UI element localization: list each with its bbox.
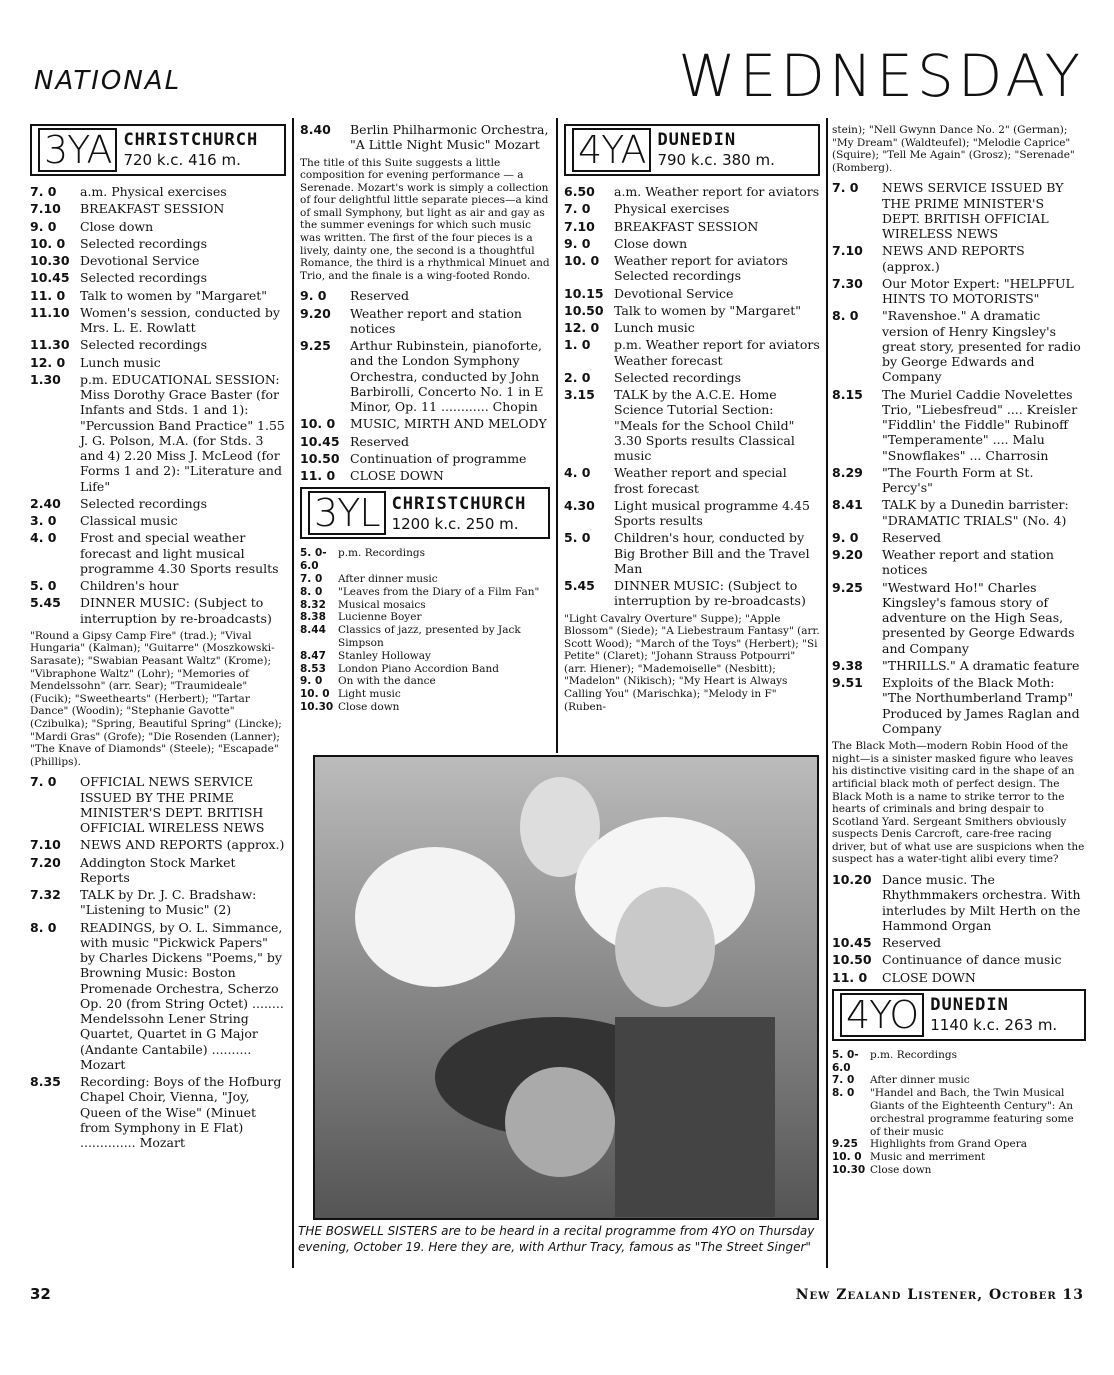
schedule-text: Light music bbox=[338, 688, 401, 701]
schedule-text: Stanley Holloway bbox=[338, 649, 431, 662]
schedule-item bbox=[300, 573, 550, 586]
schedule-text: NEWS AND REPORTS (approx.) bbox=[80, 837, 285, 853]
schedule-text: TALK by the A.C.E. Home Science Tutorial Section: "Meals for the School Child" 3.30 Sports results Classical music bbox=[614, 387, 795, 463]
schedule-text: Music and merriment bbox=[870, 1151, 986, 1164]
schedule-item bbox=[300, 122, 550, 153]
schedule-time: 9.25 bbox=[832, 1138, 858, 1151]
schedule-item bbox=[564, 337, 820, 368]
schedule-item bbox=[832, 387, 1086, 463]
schedule-item bbox=[30, 920, 286, 1073]
schedule-time: 4. 0 bbox=[564, 465, 591, 481]
publication-line: New Zealand Listener, October 13 bbox=[795, 1287, 1084, 1303]
schedule-time: 5. 0-6.0 bbox=[300, 547, 327, 573]
schedule-time: 7.10 bbox=[832, 243, 863, 259]
schedule-text: Reserved bbox=[350, 433, 410, 449]
schedule-time: 8.29 bbox=[832, 464, 863, 480]
schedule-time: 4. 0 bbox=[30, 530, 57, 546]
schedule-time: 7.32 bbox=[30, 887, 61, 903]
schedule-item bbox=[832, 1087, 1086, 1138]
schedule-time: 5. 0 bbox=[564, 530, 591, 546]
schedule-time: 9. 0 bbox=[300, 288, 327, 304]
schedule-time: 10. 0 bbox=[300, 688, 330, 701]
schedule-time: 7. 0 bbox=[832, 1074, 855, 1087]
schedule-text: Musical mosaics bbox=[338, 598, 426, 611]
schedule-text: "THRILLS." A dramatic feature bbox=[882, 657, 1080, 673]
schedule-item bbox=[832, 1151, 1086, 1164]
station-city: DUNEDIN bbox=[930, 995, 1009, 1016]
schedule-item bbox=[30, 288, 286, 303]
schedule-text: Weather report and special frost forecast bbox=[614, 465, 787, 496]
schedule-text: DINNER MUSIC: (Subject to interruption by re-broadcasts) bbox=[80, 595, 272, 626]
schedule-item bbox=[832, 952, 1086, 967]
schedule-text: Physical exercises bbox=[614, 201, 730, 217]
schedule-time: 10.45 bbox=[300, 433, 340, 449]
schedule-text: Lucienne Boyer bbox=[338, 611, 422, 624]
schedule-item bbox=[30, 236, 286, 251]
page-number: 32 bbox=[30, 1285, 51, 1303]
schedule-list bbox=[30, 184, 286, 626]
schedule-time: 7. 0 bbox=[300, 573, 323, 586]
schedule-time: 9.51 bbox=[832, 675, 863, 691]
station-logo: 3YL bbox=[308, 491, 386, 535]
schedule-time: 5.45 bbox=[30, 595, 61, 611]
schedule-text: Close down bbox=[870, 1163, 932, 1176]
schedule-item bbox=[30, 530, 286, 576]
schedule-item bbox=[832, 530, 1086, 545]
schedule-item bbox=[30, 305, 286, 336]
schedule-item bbox=[300, 663, 550, 676]
schedule-time: 7. 0 bbox=[30, 184, 57, 199]
schedule-item bbox=[564, 498, 820, 529]
schedule-time: 10.15 bbox=[564, 285, 604, 301]
schedule-time: 10. 0 bbox=[300, 416, 336, 432]
schedule-text: NEWS AND REPORTS (approx.) bbox=[882, 243, 1025, 274]
schedule-time: 11. 0 bbox=[832, 969, 868, 985]
schedule-time: 7.30 bbox=[832, 275, 863, 291]
schedule-text: "Ravenshoe." A dramatic version of Henry Kingsley's great story, presented for radio by George Edwards and Company bbox=[882, 308, 1081, 385]
schedule-time: 7. 0 bbox=[564, 201, 591, 217]
photo-illustration bbox=[315, 757, 817, 1218]
schedule-text: CLOSE DOWN bbox=[350, 468, 444, 484]
schedule-time: 8. 0 bbox=[30, 919, 57, 935]
dinner-music-list: "Light Cavalry Overture" Suppe); "Apple Blossom" (Siede); "A Liebestraum Fantasy" (arr. Scott Wood); "March of the Toys" (Herbert); "Si Petite" (Claret); "Johann Strauss Potpourri" (arr. Hiener); "Mademoiselle" (Nesbitt); "Madelon" (Nikisch); "My Heart is Always Calling You" (Marischka); "Melody in F" (Ruben- bbox=[564, 612, 820, 713]
schedule-text: Women's session, conducted by Mrs. L. E. Rowlatt bbox=[80, 304, 280, 335]
schedule-time: 1. 0 bbox=[564, 337, 591, 353]
schedule-list bbox=[300, 288, 550, 483]
schedule-item bbox=[832, 658, 1086, 673]
schedule-text: p.m. Recordings bbox=[870, 1048, 957, 1061]
schedule-text: a.m. Physical exercises bbox=[80, 184, 227, 199]
schedule-time: 8.32 bbox=[300, 598, 326, 611]
schedule-text: BREAKFAST SESSION bbox=[614, 218, 759, 234]
schedule-item bbox=[30, 513, 286, 528]
schedule-text: Lunch music bbox=[614, 320, 695, 335]
schedule-time: 11.10 bbox=[30, 304, 70, 320]
schedule-text: Talk to women by "Margaret" bbox=[80, 287, 267, 303]
schedule-text: After dinner music bbox=[338, 573, 438, 586]
schedule-item bbox=[564, 253, 820, 284]
schedule-text: Close down bbox=[80, 218, 154, 234]
schedule-time: 7.10 bbox=[564, 218, 595, 234]
column-4ya bbox=[564, 120, 820, 719]
schedule-item bbox=[564, 320, 820, 335]
network-label: NATIONAL bbox=[34, 66, 182, 96]
schedule-time: 4.30 bbox=[564, 497, 595, 513]
schedule-item bbox=[300, 586, 550, 599]
schedule-time: 9.20 bbox=[300, 305, 331, 321]
schedule-item bbox=[564, 370, 820, 385]
schedule-time: 1.30 bbox=[30, 371, 61, 387]
schedule-time: 7.10 bbox=[30, 201, 61, 217]
schedule-text: "Handel and Bach, the Twin Musical Giants of the Eighteenth Century": An orchestral programme featuring some of their music bbox=[870, 1087, 1074, 1138]
schedule-time: 9.25 bbox=[832, 579, 863, 595]
schedule-time: 10.45 bbox=[832, 935, 872, 951]
station-box-4yo bbox=[832, 989, 1086, 1041]
schedule-item bbox=[832, 497, 1086, 528]
schedule-text: Classical music bbox=[80, 513, 178, 528]
schedule-time: 10.50 bbox=[300, 450, 340, 466]
column-4ya-cont bbox=[832, 120, 1086, 1177]
schedule-item bbox=[30, 578, 286, 593]
schedule-item bbox=[832, 465, 1086, 496]
schedule-item bbox=[30, 496, 286, 511]
schedule-text: Our Motor Expert: "HELPFUL HINTS TO MOTORISTS" bbox=[882, 275, 1074, 307]
schedule-time: 3. 0 bbox=[30, 513, 57, 528]
schedule-text: Weather report for aviators Selected recordings bbox=[614, 253, 788, 284]
station-box-3ya bbox=[30, 124, 286, 176]
schedule-item bbox=[30, 595, 286, 626]
schedule-text: Children's hour, conducted by Big Brother Bill and the Travel Man bbox=[614, 530, 810, 576]
schedule-time: 12. 0 bbox=[30, 354, 66, 370]
schedule-text: Talk to women by "Margaret" bbox=[614, 302, 801, 318]
schedule-text: NEWS SERVICE ISSUED BY THE PRIME MINISTER'S DEPT. BRITISH OFFICIAL WIRELESS NEWS bbox=[882, 180, 1064, 242]
schedule-text: Selected recordings bbox=[614, 369, 742, 385]
schedule-item bbox=[30, 837, 286, 852]
schedule-time: 8. 0 bbox=[832, 1087, 855, 1100]
schedule-time: 8.41 bbox=[832, 497, 863, 513]
schedule-time: 10.45 bbox=[30, 270, 70, 286]
schedule-item bbox=[300, 547, 550, 573]
schedule-text: READINGS, by O. L. Simmance, with music "Pickwick Papers" by Charles Dickens "Poems," by Browning Music: Boston Promenade Orchestra, Scherzo Op. 20 (from String Octet) ........ Mendelssohn Lener String Quartet, Quartet in G Major (Andante Cantabile) .......... Mozart bbox=[80, 919, 284, 1072]
schedule-item bbox=[30, 219, 286, 234]
schedule-item bbox=[832, 1164, 1086, 1177]
schedule-item bbox=[30, 201, 286, 216]
schedule-item bbox=[30, 855, 286, 886]
schedule-item bbox=[564, 578, 820, 609]
schedule-time: 10.30 bbox=[300, 701, 334, 713]
schedule-item bbox=[300, 416, 550, 431]
black-moth-note: The Black Moth—modern Robin Hood of the night—is a sinister masked figure who leaves his distinctive visiting card in the shape of an artificial black moth of perfect design. The Black Moth is a name to strike terror to the hearts of criminals and bring despair to Scotland Yard. Sergeant Smithers obviously suspects Denis Carcroft, care-free racing driver, but of what use are suspicions when the suspect has a water-tight alibi every time? bbox=[832, 740, 1085, 866]
schedule-time: 8.38 bbox=[300, 611, 326, 624]
schedule-item bbox=[300, 451, 550, 466]
schedule-text: Recording: Boys of the Hofburg Chapel Choir, Vienna, "Joy, Queen of the Wise" (Minuet from Symphony in E Flat) .............. Mozart bbox=[80, 1074, 282, 1151]
schedule-time: 11. 0 bbox=[300, 468, 336, 484]
schedule-time: 9.38 bbox=[832, 657, 863, 673]
schedule-item bbox=[300, 611, 550, 624]
schedule-item bbox=[832, 243, 1086, 274]
schedule-time: 8.53 bbox=[300, 662, 326, 675]
schedule-time: 11. 0 bbox=[30, 287, 66, 303]
station-logo: 4YO bbox=[840, 993, 924, 1037]
station-logo: 3YA bbox=[38, 128, 117, 172]
schedule-item bbox=[832, 580, 1086, 656]
schedule-time: 7.20 bbox=[30, 854, 61, 870]
schedule-item bbox=[832, 1138, 1086, 1151]
schedule-item bbox=[564, 303, 820, 318]
schedule-item bbox=[832, 872, 1086, 933]
schedule-list bbox=[564, 184, 820, 609]
schedule-text: Close down bbox=[338, 701, 400, 713]
schedule-text: p.m. Weather report for aviators Weather forecast bbox=[614, 337, 820, 368]
schedule-text: a.m. Weather report for aviators bbox=[614, 184, 820, 199]
schedule-item bbox=[832, 276, 1086, 307]
schedule-time: 5.45 bbox=[564, 578, 595, 593]
suite-note: The title of this Suite suggests a little composition for evening performance — a Serenade. Mozart's work is simply a collection of four delightful little separate pieces—a kind of small Symphony, but light as air and gay as the summer evenings for which such music was written. The first of the four pieces is a lively, dainty one, the second is a thoughtful Romance, the third is a rhythmical Minuet and Trio, and the finale is a wing-footed Rondo. bbox=[300, 156, 550, 282]
schedule-text: London Piano Accordion Band bbox=[338, 662, 499, 675]
schedule-item bbox=[300, 599, 550, 612]
schedule-time: 8. 0 bbox=[832, 308, 859, 324]
schedule-item bbox=[300, 650, 550, 663]
schedule-time: 7. 0 bbox=[832, 180, 859, 196]
schedule-text: Berlin Philharmonic Orchestra, "A Little Night Music" Mozart bbox=[350, 122, 549, 153]
schedule-item bbox=[832, 970, 1086, 985]
column-3ya bbox=[30, 120, 286, 1152]
station-box-3yl bbox=[300, 487, 550, 539]
schedule-time: 8.40 bbox=[300, 122, 331, 137]
schedule-time: 9.20 bbox=[832, 547, 863, 563]
schedule-time: 10.50 bbox=[832, 952, 872, 968]
schedule-time: 9. 0 bbox=[300, 675, 323, 688]
schedule-text: Devotional Service bbox=[614, 285, 734, 301]
schedule-item bbox=[30, 270, 286, 285]
schedule-text: Highlights from Grand Opera bbox=[870, 1138, 1027, 1151]
schedule-text: Weather report and station notices bbox=[882, 547, 1054, 578]
schedule-time: 10.30 bbox=[832, 1163, 866, 1176]
schedule-time: 8.35 bbox=[30, 1074, 61, 1090]
station-frequency: 1200 k.c. 250 m. bbox=[391, 514, 519, 533]
schedule-text: DINNER MUSIC: (Subject to interruption by re-broadcasts) bbox=[614, 578, 806, 609]
schedule-text: Lunch music bbox=[80, 354, 161, 370]
schedule-item bbox=[300, 338, 550, 414]
schedule-time: 3.15 bbox=[564, 387, 595, 402]
schedule-text: Dance music. The Rhythmmakers orchestra. With interludes by Milt Herth on the Hammond Organ bbox=[882, 872, 1081, 933]
schedule-time: 8.47 bbox=[300, 649, 326, 662]
schedule-item bbox=[832, 675, 1086, 736]
schedule-item bbox=[300, 306, 550, 337]
schedule-time: 5. 0 bbox=[30, 578, 57, 593]
schedule-item bbox=[564, 184, 820, 199]
schedule-item bbox=[564, 201, 820, 216]
schedule-item bbox=[300, 288, 550, 303]
schedule-time: 9. 0 bbox=[30, 218, 57, 234]
schedule-item bbox=[832, 180, 1086, 241]
column-divider bbox=[292, 118, 294, 1268]
schedule-item bbox=[832, 547, 1086, 578]
schedule-text: Continuance of dance music bbox=[882, 952, 1062, 968]
schedule-time: 10. 0 bbox=[564, 253, 600, 268]
column-divider bbox=[556, 118, 558, 753]
schedule-time: 8.44 bbox=[300, 624, 326, 637]
schedule-item bbox=[30, 337, 286, 352]
schedule-item bbox=[564, 286, 820, 301]
station-city: DUNEDIN bbox=[657, 130, 737, 151]
schedule-item bbox=[300, 701, 550, 714]
schedule-item bbox=[300, 675, 550, 688]
schedule-text: Addington Stock Market Reports bbox=[80, 854, 236, 885]
dinner-music-list: "Round a Gipsy Camp Fire" (trad.); "Vival Hungaria" (Kalman); "Guitarre" (Moszkowski-Sarasate); "Swabian Peasant Waltz" (Krome); "Vibraphone Waltz" (Lohr); "Memories of Mendelssohn" (arr. Sear); "Traumideale" (Fucik); "Sweethearts" (Herbert); "Tartar Dance" (Woodin); "Stephanie Gavotte" (Czibulka); "Spring, Beautiful Spring" (Lincke); "Mardi Gras" (Grofe); "Die Rosenden (Lanner); "The Knave of Diamonds" (Steele); "Escapade" (Phillips). bbox=[30, 629, 282, 768]
schedule-item bbox=[300, 468, 550, 483]
schedule-text: TALK by a Dunedin barrister: "DRAMATIC TRIALS" (No. 4) bbox=[882, 497, 1069, 528]
schedule-list bbox=[832, 180, 1086, 736]
schedule-time: 7.10 bbox=[30, 837, 61, 853]
schedule-text: Reserved bbox=[350, 288, 410, 304]
schedule-text: Devotional Service bbox=[80, 253, 200, 268]
schedule-text: On with the dance bbox=[338, 675, 436, 688]
schedule-time: 10. 0 bbox=[30, 235, 66, 251]
schedule-item bbox=[300, 434, 550, 449]
station-frequency: 790 k.c. 380 m. bbox=[657, 151, 775, 170]
schedule-time: 8. 0 bbox=[300, 585, 323, 598]
schedule-text: "Westward Ho!" Charles Kingsley's famous story of adventure on the High Seas, presented by George Edwards and Company bbox=[882, 579, 1075, 656]
column-divider bbox=[826, 118, 828, 1268]
schedule-item bbox=[564, 236, 820, 251]
schedule-item bbox=[30, 372, 286, 494]
station-frequency: 720 k.c. 416 m. bbox=[123, 151, 241, 170]
schedule-text: Weather report and station notices bbox=[350, 305, 522, 336]
schedule-time: 2.40 bbox=[30, 495, 61, 511]
schedule-text: OFFICIAL NEWS SERVICE ISSUED BY THE PRIME MINISTER'S DEPT. BRITISH OFFICIAL WIRELESS NEWS bbox=[80, 774, 265, 836]
schedule-text: p.m. EDUCATIONAL SESSION: Miss Dorothy Grace Baster (for Infants and Stds. 1 and 1): "Percussion Band Practice" 1.55 J. G. Polson, M.A. (for Stds. 3 and 4) 2.20 Miss J. McLeod (for Forms 1 and 2): "Literature and Life" bbox=[80, 371, 285, 494]
schedule-text: Reserved bbox=[882, 935, 942, 951]
schedule-text: TALK by Dr. J. C. Bradshaw: "Listening to Music" (2) bbox=[80, 887, 257, 918]
schedule-time: 2. 0 bbox=[564, 369, 591, 385]
schedule-text: Classics of jazz, presented by Jack Simpson bbox=[338, 624, 521, 650]
schedule-text: p.m. Recordings bbox=[338, 547, 425, 560]
schedule-text: Children's hour bbox=[80, 578, 179, 593]
schedule-text: CLOSE DOWN bbox=[882, 969, 976, 985]
schedule-item bbox=[30, 1074, 286, 1150]
schedule-item bbox=[832, 1049, 1086, 1075]
schedule-text: Selected recordings bbox=[80, 270, 208, 286]
schedule-text: "The Fourth Form at St. Percy's" bbox=[882, 464, 1034, 496]
schedule-item bbox=[832, 935, 1086, 950]
schedule-text: After dinner music bbox=[870, 1074, 970, 1087]
photo-caption: THE BOSWELL SISTERS are to be heard in a recital programme from 4YO on Thursday evening, October 19. Here they are, with Arthur Tracy, famous as "The Street Singer" bbox=[298, 1224, 815, 1254]
station-frequency: 1140 k.c. 263 m. bbox=[930, 1016, 1058, 1035]
boswell-sisters-photo bbox=[313, 755, 819, 1220]
schedule-text: Frost and special weather forecast and light musical programme 4.30 Sports results bbox=[80, 530, 279, 576]
station-city: CHRISTCHURCH bbox=[123, 130, 259, 151]
schedule-item bbox=[30, 887, 286, 918]
schedule-list bbox=[832, 1049, 1086, 1177]
schedule-time: 9. 0 bbox=[832, 529, 859, 545]
schedule-text: Reserved bbox=[882, 529, 942, 545]
schedule-text: "Leaves from the Diary of a Film Fan" bbox=[338, 585, 540, 598]
schedule-item bbox=[300, 688, 550, 701]
schedule-item bbox=[30, 355, 286, 370]
schedule-text: Continuation of programme bbox=[350, 450, 527, 466]
schedule-time: 10.30 bbox=[30, 253, 70, 268]
schedule-time: 10.50 bbox=[564, 302, 604, 318]
schedule-item bbox=[300, 624, 550, 650]
schedule-time: 9.25 bbox=[300, 338, 331, 354]
schedule-item bbox=[564, 465, 820, 496]
schedule-item bbox=[832, 308, 1086, 384]
schedule-time: 10.20 bbox=[832, 872, 872, 888]
station-logo: 4YA bbox=[572, 128, 651, 172]
schedule-text: Light musical programme 4.45 Sports results bbox=[614, 497, 810, 528]
schedule-text: The Muriel Caddie Novelettes Trio, "Liebesfreud" .... Kreisler "Fiddlin' the Fiddle" Rubinoff "Temperamente" .... Malu "Snowflakes" ... Charrosin bbox=[882, 386, 1078, 463]
schedule-list bbox=[832, 872, 1086, 985]
schedule-text: Close down bbox=[614, 235, 688, 251]
schedule-item bbox=[564, 387, 820, 463]
schedule-text: Arthur Rubinstein, pianoforte, and the London Symphony Orchestra, conducted by John Barbirolli, Concerto No. 1 in E Minor, Op. 11 ............ Chopin bbox=[350, 338, 544, 415]
station-box-4ya bbox=[564, 124, 820, 176]
schedule-time: 10. 0 bbox=[832, 1151, 862, 1164]
schedule-list bbox=[300, 547, 550, 713]
schedule-text: Selected recordings bbox=[80, 495, 208, 511]
schedule-time: 8.15 bbox=[832, 386, 863, 402]
schedule-time: 11.30 bbox=[30, 337, 70, 353]
schedule-time: 12. 0 bbox=[564, 320, 600, 335]
schedule-text: Selected recordings bbox=[80, 235, 208, 251]
schedule-text: BREAKFAST SESSION bbox=[80, 201, 225, 217]
schedule-time: 6.50 bbox=[564, 184, 595, 199]
schedule-time: 7. 0 bbox=[30, 774, 57, 790]
schedule-list bbox=[300, 122, 550, 153]
schedule-text: Exploits of the Black Moth: "The Northumberland Tramp" Produced by James Raglan and Company bbox=[882, 675, 1080, 736]
schedule-text: MUSIC, MIRTH AND MELODY bbox=[350, 416, 547, 432]
schedule-list bbox=[30, 774, 286, 1150]
schedule-time: 5. 0-6.0 bbox=[832, 1048, 859, 1074]
schedule-item bbox=[832, 1074, 1086, 1087]
station-city: CHRISTCHURCH bbox=[391, 493, 527, 514]
column-3ya-cont bbox=[300, 120, 550, 714]
schedule-item bbox=[30, 184, 286, 199]
day-title: WEDNESDAY bbox=[678, 42, 1084, 110]
schedule-item bbox=[564, 219, 820, 234]
dinner-music-list-cont: stein); "Nell Gwynn Dance No. 2" (German); "My Dream" (Waldteufel); "Melodie Caprice" (Squire); "Tell Me Again" (Grosz); "Serenade" (Romberg). bbox=[832, 124, 1075, 174]
schedule-text: Selected recordings bbox=[80, 337, 208, 353]
schedule-item bbox=[30, 253, 286, 268]
schedule-time: 9. 0 bbox=[564, 235, 591, 251]
schedule-item bbox=[30, 774, 286, 835]
schedule-item bbox=[564, 530, 820, 576]
